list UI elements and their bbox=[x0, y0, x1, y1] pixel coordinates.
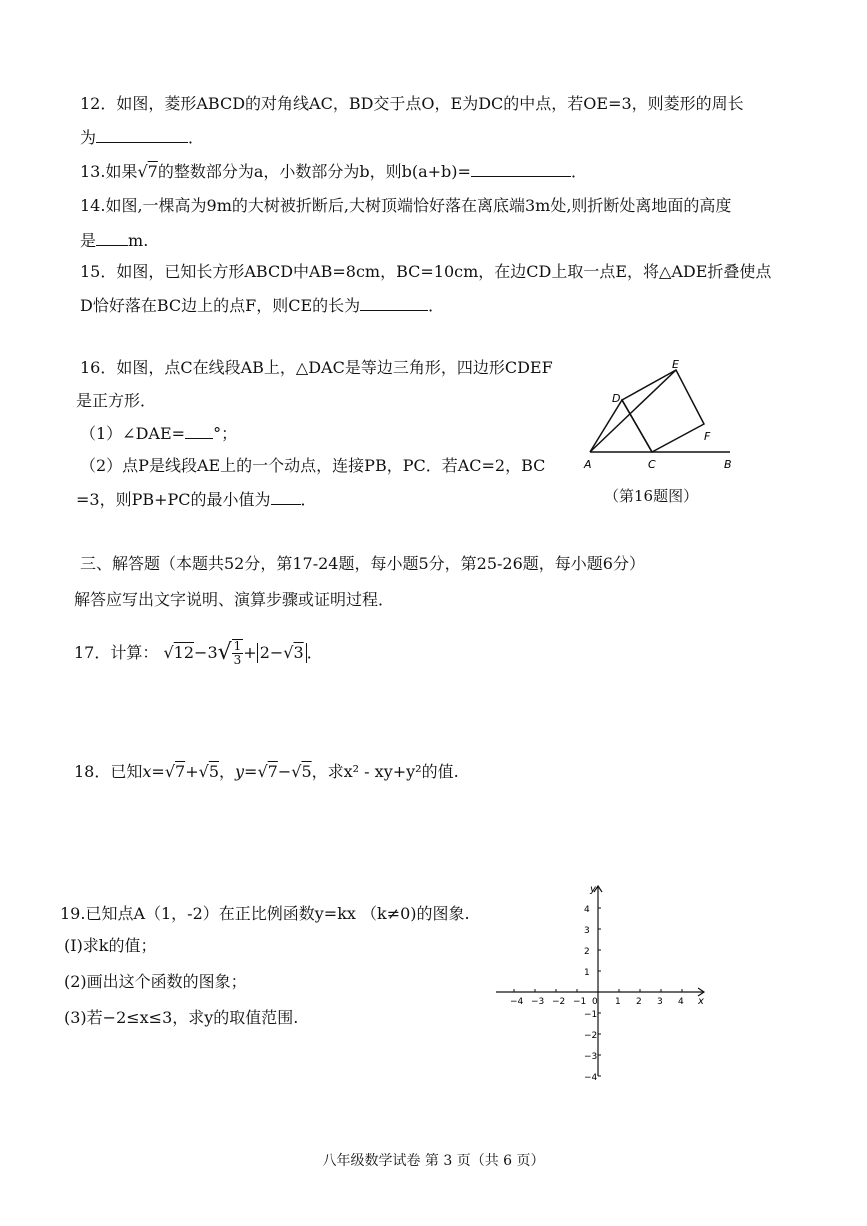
x-tick-label: 4 bbox=[678, 997, 684, 1007]
q14-line2-prefix: 是 bbox=[80, 231, 97, 250]
q16-line3 bbox=[80, 424, 237, 444]
q16-line2: 是正方形． bbox=[76, 391, 157, 410]
q19-line4: (3)若−2≤x≤3，求y的取值范围. bbox=[64, 1008, 299, 1027]
q16-figure bbox=[580, 352, 750, 474]
y-tick-label: −2 bbox=[584, 1031, 598, 1041]
q18-y-sqrt1: 7 bbox=[267, 762, 278, 781]
q18-x-plus: + bbox=[185, 762, 199, 781]
y-tick-label: 2 bbox=[584, 947, 590, 957]
x-tick-label: 3 bbox=[657, 997, 663, 1007]
x-tick-label: 2 bbox=[636, 997, 642, 1007]
q19-line1: 19.已知点A（1，-2）在正比例函数y=kx （k≠0)的图象. bbox=[60, 904, 470, 923]
q13-answer-blank[interactable] bbox=[471, 162, 571, 177]
x-tick-label: −3 bbox=[531, 997, 545, 1007]
q17-abs-2: 2− bbox=[259, 643, 284, 662]
q13-line bbox=[80, 162, 587, 182]
q14-line1: 14.如图,一棵高为9m的大树被折断后,大树顶端恰好落在离底端3m处,则折断处离地面的高度 bbox=[80, 196, 732, 215]
q16-figure-caption: （第16题图） bbox=[604, 487, 699, 505]
q19-line3: (2)画出这个函数的图象； bbox=[64, 972, 247, 991]
y-tick-label: 1 bbox=[584, 968, 590, 978]
q17-abs-sqrt3: 3 bbox=[293, 643, 304, 662]
y-axis-label: y bbox=[590, 884, 596, 895]
page-footer: 八年级数学试卷 第 3 页（共 6 页） bbox=[322, 1153, 545, 1169]
x-axis-label: x bbox=[698, 996, 704, 1007]
q16-answer2-blank[interactable] bbox=[271, 490, 301, 505]
y-tick-label: −4 bbox=[584, 1073, 598, 1080]
q12-line2-prefix: 为 bbox=[80, 128, 97, 147]
x-tick-label: 1 bbox=[615, 997, 621, 1007]
q16-line5-prefix: =3，则PB+PC的最小值为 bbox=[76, 490, 271, 509]
q18-sep: ， bbox=[219, 762, 236, 781]
q16-line3-suffix: °； bbox=[213, 424, 238, 443]
q13-sqrt: √7 bbox=[137, 162, 158, 181]
q13-suffix: ． bbox=[570, 162, 587, 181]
q17-suffix: ． bbox=[306, 643, 323, 662]
q15-line1: 15．如图，已知长方形ABCD中AB=8cm，BC=10cm，在边CD上取一点E，将△ADE折叠使点 bbox=[80, 262, 772, 281]
q19-coordinate-axes bbox=[494, 880, 708, 1080]
q13-prefix: 13.如果 bbox=[80, 162, 138, 181]
q18-suffix: ，求x² - xy+y²的值. bbox=[311, 762, 459, 781]
q18-y-sqrt2: 5 bbox=[301, 762, 312, 781]
q16-line1: 16．如图，点C在线段AB上，△DAC是等边三角形，四边形CDEF bbox=[80, 358, 553, 377]
q16-line5-suffix: ． bbox=[300, 490, 317, 509]
q16-line5 bbox=[76, 490, 317, 510]
q14-answer-blank[interactable] bbox=[96, 231, 128, 246]
q17-expression: √12 −3 √ $\frac{1}{3}$ + 2−√3 ． bbox=[163, 639, 323, 667]
x-tick-label: −2 bbox=[552, 997, 566, 1007]
q17-prefix: 17．计算： bbox=[74, 643, 159, 662]
q13-middle: 的整数部分为a，小数部分为b，则b(a+b)= bbox=[157, 162, 471, 181]
q12-answer-blank[interactable] bbox=[96, 128, 188, 143]
q19-line2: (I)求k的值； bbox=[64, 936, 157, 955]
q14-line2 bbox=[80, 231, 148, 251]
label-d: D bbox=[612, 392, 621, 405]
triangle-dac bbox=[590, 400, 652, 452]
x-tick-label: −1 bbox=[573, 997, 587, 1007]
q16-line4: （2）点P是线段AE上的一个动点，连接PB，PC．若AC=2，BC bbox=[80, 456, 546, 475]
q15-answer-blank[interactable] bbox=[360, 296, 428, 311]
label-f: F bbox=[704, 430, 711, 443]
section3-heading: 三、解答题（本题共52分，第17-24题，每小题5分，第25-26题，每小题6分） bbox=[80, 554, 645, 573]
q17-frac-num: 1 bbox=[233, 639, 242, 653]
section3-instruction: 解答应写出文字说明、演算步骤或证明过程． bbox=[74, 590, 395, 609]
q18-x-sqrt2: 5 bbox=[208, 762, 219, 781]
q14-line2-suffix: m. bbox=[128, 231, 149, 250]
q16-line3-prefix: （1）∠DAE= bbox=[80, 424, 186, 443]
segment-ae bbox=[590, 370, 676, 452]
q15-line2 bbox=[80, 296, 444, 316]
label-c: C bbox=[648, 458, 656, 471]
y-tick-label: 3 bbox=[584, 926, 590, 936]
y-tick-label: −1 bbox=[584, 1010, 598, 1020]
q17-line bbox=[74, 638, 323, 668]
q17-frac-den: 3 bbox=[233, 653, 242, 667]
q18-y-eq: y= bbox=[235, 762, 258, 781]
label-a: A bbox=[584, 458, 592, 471]
x-tick-label: −4 bbox=[510, 997, 524, 1007]
q17-minus3: −3 bbox=[194, 643, 218, 662]
q12-line1: 12．如图，菱形ABCD的对角线AC，BD交于点O，E为DC的中点，若OE=3，则菱形的周长 bbox=[80, 94, 744, 113]
q15-line2-prefix: D恰好落在BC边上的点F，则CE的长为 bbox=[80, 296, 361, 315]
q15-line2-suffix: ． bbox=[428, 296, 445, 315]
label-b: B bbox=[724, 458, 732, 471]
q18-x-eq: x= bbox=[142, 762, 165, 781]
q16-answer1-blank[interactable] bbox=[185, 424, 213, 439]
y-tick-label: −3 bbox=[584, 1052, 598, 1062]
q18-line: 18．已知x=√7+√5，y=√7−√5，求x² - xy+y²的值. bbox=[74, 762, 459, 781]
origin-label: 0 bbox=[592, 997, 598, 1007]
label-e: E bbox=[672, 358, 679, 371]
q18-y-minus: − bbox=[277, 762, 292, 781]
q12-line2-suffix: ． bbox=[188, 128, 205, 147]
q12-line2 bbox=[80, 128, 204, 148]
y-tick-label: 4 bbox=[584, 905, 590, 915]
q18-prefix: 18．已知 bbox=[74, 762, 143, 781]
q18-x-sqrt1: 7 bbox=[175, 762, 186, 781]
q17-sqrt12: 12 bbox=[173, 643, 195, 662]
q17-plus: + bbox=[243, 643, 257, 662]
